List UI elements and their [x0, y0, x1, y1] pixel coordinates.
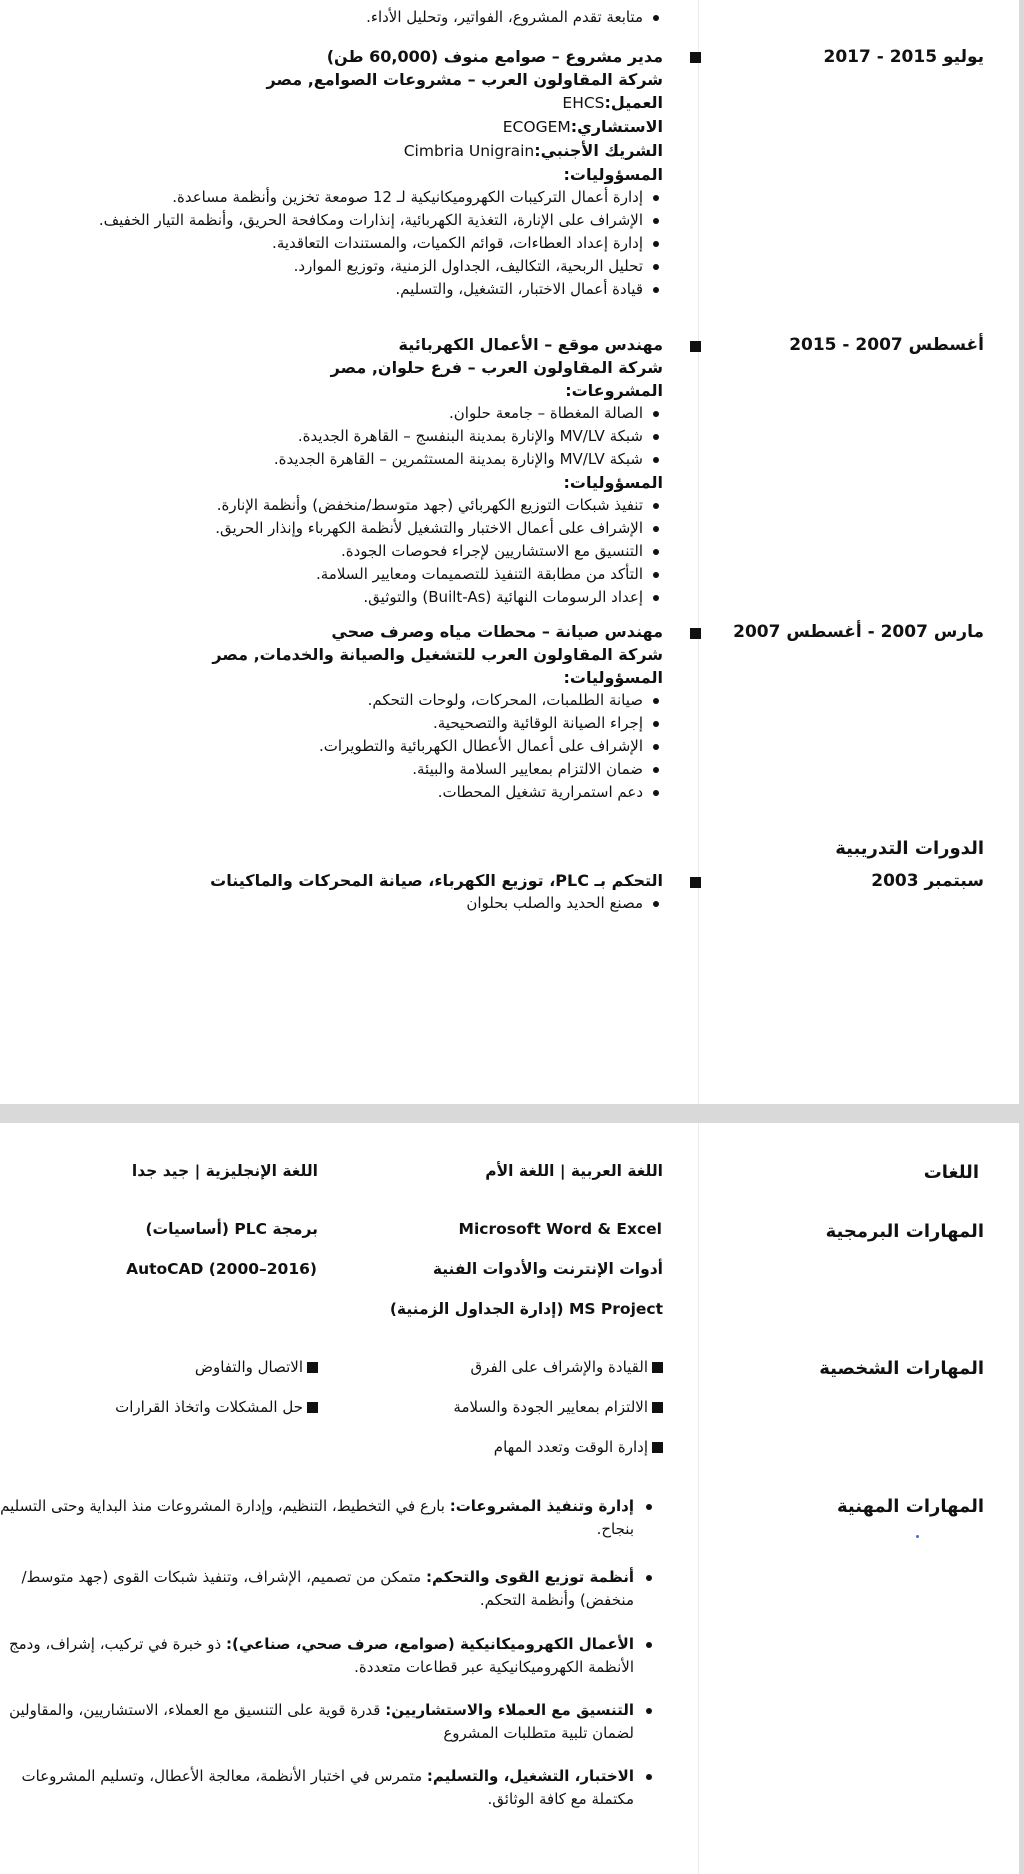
- job-company: شركة المقاولون العرب للتشغيل والصيانة والخدمات, مصر: [212, 645, 663, 664]
- list-item: متابعة تقدم المشروع، الفواتير، وتحليل الأداء.: [366, 6, 663, 29]
- list-item: إعداد الرسومات النهائية (Built-As) والتوثيق.: [215, 586, 663, 609]
- personal-skills-heading: المهارات الشخصية: [819, 1358, 984, 1379]
- previous-responsibilities-tail: [366, 6, 663, 29]
- job-consultant: الاستشاري:ECOGEM: [502, 117, 663, 136]
- software-item: MS Project (إدارة الجداول الزمنية): [389, 1300, 663, 1318]
- square-bullet-icon: [690, 628, 701, 639]
- cv-page-2: [0, 1123, 1019, 1874]
- list-item: إجراء الصيانة الوقائية والتصحيحية.: [212, 712, 663, 735]
- training-entry: [210, 869, 663, 915]
- job-company: شركة المقاولون العرب – مشروعات الصوامع, مصر: [266, 70, 663, 89]
- square-bullet-icon: [690, 877, 701, 888]
- column-divider: [698, 1123, 699, 1874]
- square-bullet-icon: [652, 1442, 663, 1453]
- square-bullet-icon: [690, 341, 701, 352]
- software-item: أدوات الإنترنت والأدوات الفنية: [432, 1260, 663, 1278]
- language-english: اللغة الإنجليزية | جيد جدا: [131, 1162, 318, 1180]
- job-title: مهندس صيانة – محطات مياه وصرف صحي: [331, 622, 663, 641]
- professional-skill: التنسيق مع العملاء والاستشاريين: قدرة قوية على التنسيق مع العملاء، الاستشاريين، والمقاولين لضمان تلبية متطلبات المشروع: [0, 1699, 634, 1745]
- software-item: برمجة PLC (أساسيات): [145, 1220, 318, 1238]
- list-item: الإشراف على أعمال الاختبار والتشغيل لأنظمة الكهرباء وإنذار الحريق.: [215, 517, 663, 540]
- job-date: يوليو 2015 - 2017: [823, 47, 984, 67]
- responsibilities-list: [215, 494, 663, 609]
- square-bullet-icon: [690, 52, 701, 63]
- list-item: صيانة الطلمبات، المحركات، ولوحات التحكم.: [212, 689, 663, 712]
- stray-dot: [916, 1535, 919, 1538]
- software-item: AutoCAD (2000–2016): [126, 1260, 317, 1278]
- square-bullet-icon: [652, 1362, 663, 1373]
- professional-skill: الاختبار، التشغيل، والتسليم: متمرس في اختبار الأنظمة، معالجة الأعطال، وتسليم المشروعات مكتملة مع كافة الوثائق.: [0, 1765, 634, 1811]
- projects-label: المشروعات:: [565, 381, 663, 400]
- professional-skill: أنظمة توزيع القوى والتحكم: متمكن من تصميم، الإشراف، وتنفيذ شبكات القوى (جهد متوسط/منخفض) وأنظمة التحكم.: [0, 1566, 634, 1612]
- professional-skills-heading: المهارات المهنية: [836, 1496, 984, 1517]
- list-item: مصنع الحديد والصلب بحلوان: [210, 892, 663, 915]
- languages-heading: اللغات: [923, 1162, 979, 1183]
- responsibilities-label: المسؤوليات:: [563, 165, 663, 184]
- professional-skill: إدارة وتنفيذ المشروعات: بارع في التخطيط، التنظيم، وإدارة المشروعات منذ البداية وحتى التسليم بنجاح.: [0, 1495, 634, 1541]
- list-item: الصالة المغطاة – جامعة حلوان.: [215, 402, 663, 425]
- job-partner: الشريك الأجنبي:Cimbria Unigrain: [403, 141, 663, 160]
- training-list: [210, 892, 663, 915]
- list-item: تحليل الربحية، التكاليف، الجداول الزمنية، وتوزيع الموارد.: [99, 255, 663, 278]
- job-title: مهندس موقع – الأعمال الكهربائية: [398, 335, 663, 354]
- job-client: العميل:EHCS: [562, 93, 663, 112]
- software-skills-heading: المهارات البرمجية: [825, 1221, 984, 1242]
- job-entry: [212, 620, 663, 804]
- list-item: إدارة إعداد العطاءات، قوائم الكميات، والمستندات التعاقدية.: [99, 232, 663, 255]
- list-item: التأكد من مطابقة التنفيذ للتصميمات ومعايير السلامة.: [215, 563, 663, 586]
- column-divider: [698, 0, 699, 1104]
- software-item: Microsoft Word & Excel: [458, 1220, 662, 1238]
- job-title: مدير مشروع – صوامع منوف (60,000 طن): [326, 47, 663, 66]
- personal-skill: حل المشكلات واتخاذ القرارات: [115, 1398, 318, 1416]
- list-item: دعم استمرارية تشغيل المحطات.: [212, 781, 663, 804]
- job-entry: [215, 333, 663, 609]
- personal-skill: إدارة الوقت وتعدد المهام: [494, 1438, 663, 1456]
- list-item: التنسيق مع الاستشاريين لإجراء فحوصات الجودة.: [215, 540, 663, 563]
- projects-list: [215, 402, 663, 471]
- list-item: الإشراف على الإنارة، التغذية الكهربائية، إنذارات ومكافحة الحريق، وأنظمة التيار الخفيف.: [99, 209, 663, 232]
- training-date: سبتمبر 2003: [871, 871, 984, 891]
- personal-skill: القيادة والإشراف على الفرق: [471, 1358, 663, 1376]
- responsibilities-label: المسؤوليات:: [563, 668, 663, 687]
- square-bullet-icon: [307, 1402, 318, 1413]
- job-date: أغسطس 2007 - 2015: [789, 335, 984, 355]
- training-title: التحكم بـ PLC، توزيع الكهرباء، صيانة المحركات والماكينات: [210, 871, 663, 890]
- list-item: ضمان الالتزام بمعايير السلامة والبيئة.: [212, 758, 663, 781]
- list-item: الإشراف على أعمال الأعطال الكهربائية والتطويرات.: [212, 735, 663, 758]
- personal-skill: الالتزام بمعايير الجودة والسلامة: [453, 1398, 663, 1416]
- responsibilities-list: [212, 689, 663, 804]
- list-item: قيادة أعمال الاختبار، التشغيل، والتسليم.: [99, 278, 663, 301]
- list-item: إدارة أعمال التركيبات الكهروميكانيكية لـ 12 صومعة تخزين وأنظمة مساعدة.: [99, 186, 663, 209]
- square-bullet-icon: [307, 1362, 318, 1373]
- language-arabic: اللغة العربية | اللغة الأم: [485, 1162, 663, 1180]
- responsibilities-list: [99, 186, 663, 301]
- list-item: شبكة MV/LV والإنارة بمدينة البنفسج – القاهرة الجديدة.: [215, 425, 663, 448]
- job-company: شركة المقاولون العرب – فرع حلوان, مصر: [330, 358, 663, 377]
- job-date: مارس 2007 - أغسطس 2007: [733, 622, 984, 642]
- list-item: شبكة MV/LV والإنارة بمدينة المستثمرين – القاهرة الجديدة.: [215, 448, 663, 471]
- list-item: تنفيذ شبكات التوزيع الكهربائي (جهد متوسط/منخفض) وأنظمة الإنارة.: [215, 494, 663, 517]
- responsibilities-label: المسؤوليات:: [563, 473, 663, 492]
- personal-skill: الاتصال والتفاوض: [195, 1358, 318, 1376]
- job-entry: [99, 45, 663, 301]
- square-bullet-icon: [652, 1402, 663, 1413]
- training-heading: الدورات التدريبية: [835, 838, 984, 859]
- professional-skill: الأعمال الكهروميكانيكية (صوامع، صرف صحي، صناعي): ذو خبرة في تركيب، إشراف، ودمج الأنظمة الكهروميكانيكية عبر قطاعات متعددة.: [0, 1633, 634, 1679]
